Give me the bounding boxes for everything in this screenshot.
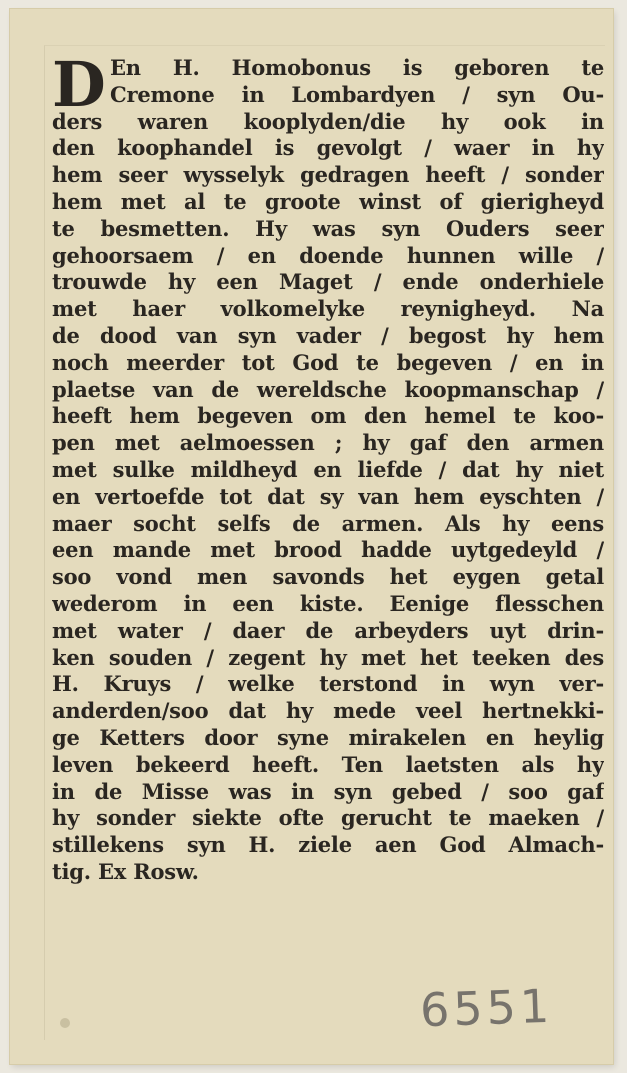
text-line: met sulke mildheyd en liefde / dat hy niet <box>52 456 604 482</box>
text-line: de dood van syn vader / begost hy hem <box>52 322 604 348</box>
text-line: met water / daer de arbeyders uyt drin- <box>52 617 604 643</box>
text-line: en vertoefde tot dat sy van hem eyschten / <box>52 483 604 509</box>
inventory-number: 6551 <box>419 978 554 1038</box>
text-line: noch meerder tot God te begeven / en in <box>52 349 604 375</box>
text-line: soo vond men savonds het eygen getal <box>52 564 604 590</box>
text-line: anderden/soo dat hy mede veel hertnekki- <box>52 698 604 724</box>
body-text <box>52 48 604 886</box>
text-line: ge Ketters door syne mirakelen en heylig <box>52 724 604 750</box>
text-line: wederom in een kiste. Eenige flesschen <box>52 590 604 616</box>
paper-spot <box>60 1018 70 1028</box>
text-line: hem seer wysselyk gedragen heeft / sonder <box>52 162 604 188</box>
text-line: heeft hem begeven om den hemel te koo- <box>52 403 604 429</box>
text-line: tig. Ex Rosw. <box>52 858 199 884</box>
text-line: plaetse van de wereldsche koopmanschap / <box>52 376 604 402</box>
text-line: gehoorsaem / en doende hunnen wille / <box>52 242 604 268</box>
text-line: maer socht selfs de armen. Als hy eens <box>52 510 604 536</box>
text-line: in de Misse was in syn gebed / soo gaf <box>52 778 604 804</box>
text-line: leven bekeerd heeft. Ten laetsten als hy <box>52 751 604 777</box>
text-line: pen met aelmoessen ; hy gaf den armen <box>52 430 604 456</box>
text-line: Cremone in Lombardyen / syn Ou- <box>110 81 604 107</box>
text-line: H. Kruys / welke terstond in wyn ver- <box>52 671 604 697</box>
text-line: En H. Homobonus is geboren te <box>110 55 604 80</box>
text-line: te besmetten. Hy was syn Ouders seer <box>52 215 604 241</box>
text-line: een mande met brood hadde uytgedeyld / <box>52 537 604 563</box>
text-line: trouwde hy een Maget / ende onderhiele <box>52 269 604 295</box>
text-line: met haer volkomelyke reynigheyd. Na <box>52 296 604 322</box>
text-line: ken souden / zegent hy met het teeken des <box>52 644 604 670</box>
drop-cap: D <box>52 48 106 121</box>
text-line: stillekens syn H. ziele aen God Almach- <box>52 832 604 858</box>
text-line: hem met al te groote winst of gierigheyd <box>52 188 604 214</box>
text-line: ders waren kooplyden/die hy ook in <box>52 108 604 134</box>
text-line: den koophandel is gevolgt / waer in hy <box>52 135 604 161</box>
text-line: hy sonder siekte ofte gerucht te maeken / <box>52 805 604 831</box>
